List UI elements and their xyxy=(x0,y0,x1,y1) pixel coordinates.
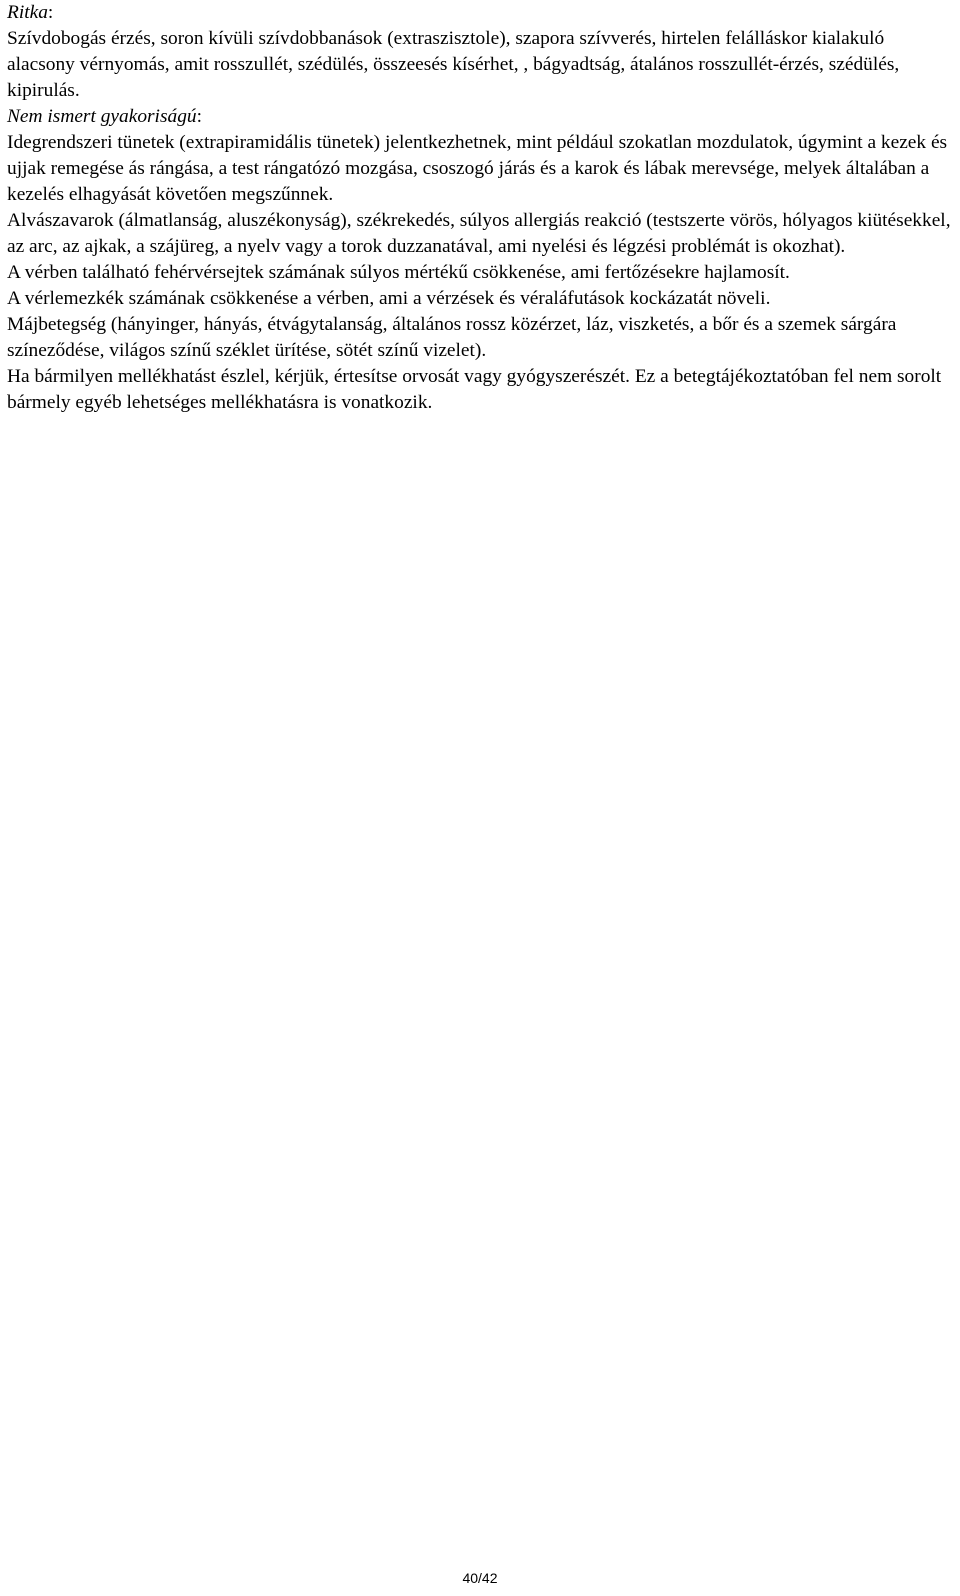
paragraph-white-blood-cells: A vérben található fehérvérsejtek számának súlyos mértékű csökkenése, ami fertőzésekre hajlamosít. xyxy=(7,262,790,283)
section-heading-rare: Ritka xyxy=(7,2,48,23)
section-text-unknown-frequency: Idegrendszeri tünetek (extrapiramidális tünetek) jelentkezhetnek, mint például szokatlan mozdulatok, úgymint a kezek és ujjak remegése ás rángása, a test rángatózó mozgása, csoszogó járás és a karok és lábak merevsége, melyek általában a kezelés elhagyását követően megszűnnek. xyxy=(7,132,948,205)
paragraph-liver-disease: Májbetegség (hányinger, hányás, étvágytalanság, általános rossz közérzet, láz, viszketés, a bőr és a szemek sárgára színeződése, világos színű széklet ürítése, sötét színű vizelet). xyxy=(7,314,897,361)
page-number: 40/42 xyxy=(462,1570,498,1586)
paragraph-reporting-notice: Ha bármilyen mellékhatást észlel, kérjük, értesítse orvosát vagy gyógyszerészét. Ez a betegtájékoztatóban fel nem sorolt bármely egyéb lehetséges mellékhatásra is vonatkozik. xyxy=(7,366,942,413)
document-body xyxy=(7,0,952,416)
heading-colon: : xyxy=(47,2,54,23)
paragraph-sleep-disorders: Alvászavarok (álmatlanság, aluszékonyság), székrekedés, súlyos allergiás reakció (testszerte vörös, hólyagos kiütésekkel, az arc, az ajkak, a szájüreg, a nyelv vagy a torok duzzanatával, ami nyelési és légzési problémát is okozhat). xyxy=(7,210,951,257)
paragraph-platelets: A vérlemezkék számának csökkenése a vérben, ami a vérzések és véraláfutások kockázatát növeli. xyxy=(7,288,771,309)
section-text-rare: Szívdobogás érzés, soron kívüli szívdobbanások (extraszisztole), szapora szívverés, hirtelen felálláskor kialakuló alacsony vérnyomás, amit rosszullét, szédülés, összeesés kísérhet, , bágyadtság, átalános rosszullét-érzés, szédülés, kipirulás. xyxy=(7,28,900,101)
section-unknown-frequency xyxy=(7,104,952,208)
heading-colon: : xyxy=(196,106,202,127)
section-heading-unknown-frequency: Nem ismert gyakoriságú xyxy=(7,106,197,127)
section-rare xyxy=(7,0,952,104)
